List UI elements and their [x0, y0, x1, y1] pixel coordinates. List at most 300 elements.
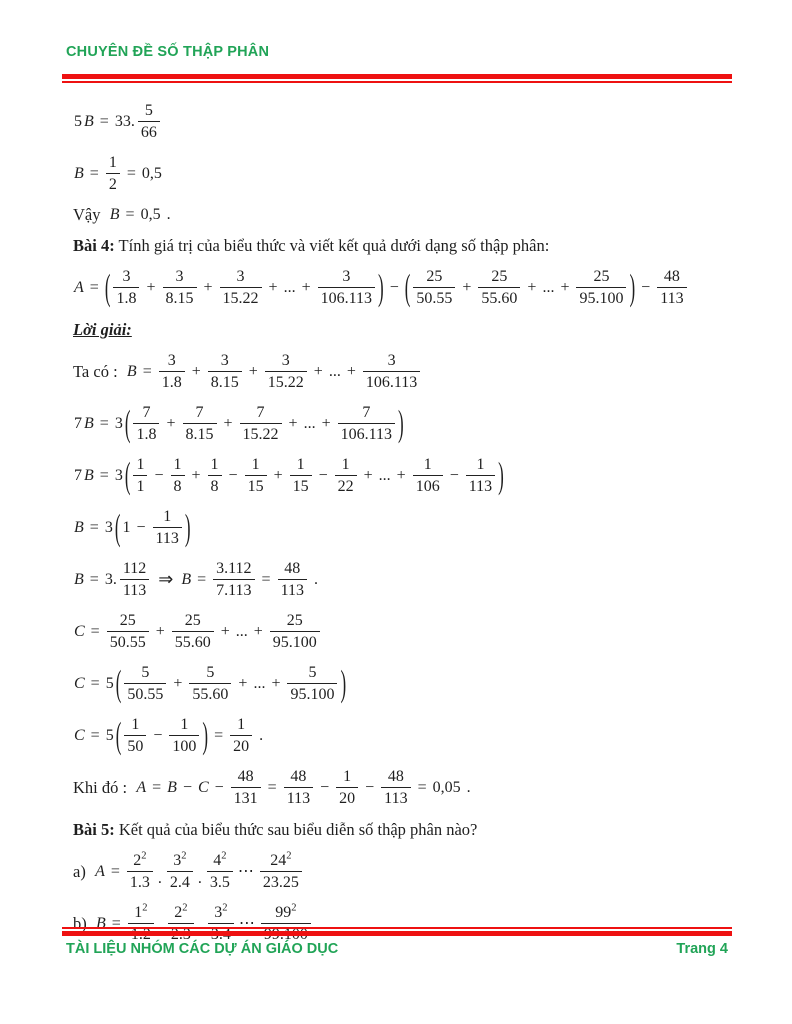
numerator: $3^2$	[214, 902, 228, 921]
fraction	[287, 663, 337, 704]
math-number: ...	[303, 415, 316, 432]
math-operator: +	[273, 467, 283, 484]
fraction	[113, 267, 139, 308]
math-operator: =	[90, 623, 100, 640]
math-operator: =	[142, 363, 152, 380]
numerator: 1	[136, 456, 145, 473]
denominator: 8	[208, 475, 222, 496]
denominator: 113	[466, 475, 495, 496]
math-operator: =	[90, 675, 100, 692]
math-operator: =	[99, 415, 109, 432]
math-operator: +	[203, 279, 213, 296]
math-operator: =	[99, 467, 109, 484]
math-variable: B	[74, 165, 84, 182]
math-variable: C	[74, 675, 85, 692]
text-run: Kết quả của biểu thức sau biểu diễn số thập phân nào?	[114, 820, 478, 839]
footer-page-number: Trang 4	[676, 941, 728, 957]
math-operator: .	[198, 922, 203, 939]
numerator: 112	[122, 560, 147, 577]
denominator: 22	[335, 475, 357, 496]
denominator: 95.100	[287, 683, 337, 704]
math-operator: +	[301, 279, 311, 296]
math-operator: =	[99, 113, 109, 130]
numerator: 1	[180, 716, 189, 733]
numerator: 48	[237, 768, 254, 785]
numerator: 3	[220, 352, 229, 369]
exponent: 2	[141, 850, 147, 862]
math-number: ...	[253, 675, 266, 692]
exponent: 2	[286, 850, 292, 862]
math-operator: −	[365, 779, 375, 796]
denominator: 1	[133, 475, 147, 496]
exponent: 2	[142, 902, 148, 914]
denominator: 113	[153, 527, 182, 548]
math-operator: −	[318, 467, 328, 484]
math-variable: B	[167, 779, 177, 796]
fraction	[240, 403, 282, 444]
footer-rule	[62, 927, 732, 936]
fraction	[169, 715, 199, 756]
fraction	[128, 903, 154, 944]
denominator: 1.2	[128, 923, 154, 944]
math-number: 3.	[104, 571, 117, 588]
numerator: 7	[362, 404, 371, 421]
math-operator: −	[641, 279, 651, 296]
math-operator: +	[146, 279, 156, 296]
fraction	[106, 153, 120, 194]
math-operator: −	[136, 519, 146, 536]
text-run: Bài 4:	[73, 236, 115, 255]
numerator: 1	[108, 154, 117, 171]
numerator: 5	[141, 664, 150, 681]
numerator: 25	[426, 268, 443, 285]
math-variable: B	[84, 467, 94, 484]
fraction	[381, 767, 410, 808]
fraction	[171, 455, 185, 496]
numerator: 3	[281, 352, 290, 369]
math-number: 0,5	[141, 165, 162, 182]
denominator: 113	[284, 787, 313, 808]
left-paren: (	[115, 715, 122, 756]
fraction	[163, 267, 197, 308]
numerator: 48	[387, 768, 404, 785]
math-number: 0,05	[432, 779, 461, 796]
exponent: 2	[222, 902, 228, 914]
header-rule	[62, 74, 732, 83]
left-paren: (	[115, 663, 122, 704]
fraction	[208, 903, 234, 944]
numerator: 3	[122, 268, 131, 285]
denominator: 15.22	[220, 287, 262, 308]
denominator: 20	[336, 787, 358, 808]
fraction	[260, 851, 302, 892]
math-operator: =	[417, 779, 427, 796]
problem-5-heading	[73, 819, 752, 840]
math-operator: =	[126, 165, 136, 182]
denominator: 15.22	[240, 423, 282, 444]
denominator: 106.113	[363, 371, 420, 392]
numerator: 3.112	[216, 560, 252, 577]
fraction	[172, 611, 214, 652]
left-paren: (	[104, 267, 111, 308]
denominator: 106.113	[338, 423, 395, 444]
math-operator: +	[268, 279, 278, 296]
math-variable: C	[74, 623, 85, 640]
fraction	[189, 663, 231, 704]
math-operator: +	[191, 363, 201, 380]
numerator: 3	[342, 268, 351, 285]
fraction	[168, 903, 194, 944]
denominator: 50.55	[413, 287, 455, 308]
math-number: ⋯	[237, 863, 255, 880]
numerator: 5	[144, 102, 153, 119]
math-operator: =	[152, 779, 162, 796]
numerator: 25	[286, 612, 303, 629]
math-number: .	[255, 727, 264, 744]
eq-b-half	[73, 153, 752, 194]
denominator: 15	[290, 475, 312, 496]
text-run: Tính giá trị của biểu thức và viết kết quả dưới dạng số thập phân:	[114, 236, 550, 255]
denominator: 95.100	[270, 631, 320, 652]
numerator: 1	[476, 456, 485, 473]
eq-c-step1	[73, 663, 752, 704]
eq-5b-equals	[73, 101, 752, 142]
math-number: 3	[114, 415, 123, 432]
math-operator: =	[89, 165, 99, 182]
numerator: 7	[142, 404, 151, 421]
text-run: Vậy	[73, 205, 109, 224]
fraction	[265, 351, 307, 392]
numerator: 1	[131, 716, 140, 733]
numerator: 1	[251, 456, 260, 473]
numerator: $99^2$	[275, 902, 297, 921]
right-paren: )	[498, 455, 504, 496]
denominator: 50.55	[107, 631, 149, 652]
math-operator: =	[89, 519, 99, 536]
math-variable: C	[74, 727, 85, 744]
math-variable: A	[74, 279, 84, 296]
text-run: Bài 5:	[73, 820, 115, 839]
denominator: 55.60	[189, 683, 231, 704]
math-operator: −	[154, 467, 164, 484]
denominator: 95.100	[576, 287, 626, 308]
fraction	[261, 903, 311, 944]
math-operator: +	[271, 675, 281, 692]
math-operator: ⇒	[158, 569, 174, 589]
math-operator: +	[166, 415, 176, 432]
fraction	[245, 455, 267, 496]
exponent: 2	[291, 902, 297, 914]
denominator: 23.25	[260, 871, 302, 892]
math-variable: B	[84, 113, 94, 130]
numerator: $2^2$	[174, 902, 188, 921]
math-operator: +	[253, 623, 263, 640]
denominator: 50.55	[124, 683, 166, 704]
numerator: 7	[195, 404, 204, 421]
numerator: 1	[296, 456, 305, 473]
math-variable: B	[126, 363, 137, 380]
right-paren: )	[202, 715, 209, 756]
math-operator: =	[267, 779, 277, 796]
denominator: 99.100	[261, 923, 311, 944]
eq-7b-step1	[73, 403, 752, 444]
denominator: 1.8	[113, 287, 139, 308]
denominator: 131	[231, 787, 261, 808]
math-number: ...	[283, 279, 296, 296]
fraction	[208, 351, 242, 392]
right-paren: )	[184, 507, 191, 548]
exponent: 2	[182, 902, 188, 914]
denominator: 8.15	[163, 287, 197, 308]
fraction	[413, 455, 443, 496]
solution-heading	[73, 319, 752, 340]
denominator: 8.15	[208, 371, 242, 392]
math-operator: −	[153, 727, 163, 744]
math-operator: .	[197, 870, 202, 887]
math-operator: −	[449, 467, 459, 484]
denominator: 15.22	[265, 371, 307, 392]
fraction	[290, 455, 312, 496]
numerator: $3^2$	[173, 850, 187, 869]
numerator: 1	[173, 456, 182, 473]
denominator: 66	[138, 121, 160, 142]
text-run: Ta có :	[73, 362, 126, 381]
math-operator: +	[238, 675, 248, 692]
fraction	[338, 403, 395, 444]
fraction	[120, 559, 149, 600]
math-operator: −	[389, 279, 399, 296]
fraction	[231, 767, 261, 808]
numerator: $24^2$	[270, 850, 292, 869]
problem-4-heading	[73, 235, 752, 256]
fraction	[270, 611, 320, 652]
fraction	[124, 663, 166, 704]
fraction	[133, 455, 147, 496]
conclusion-b	[73, 205, 752, 224]
numerator: 1	[343, 768, 352, 785]
math-number: 5	[105, 675, 114, 692]
math-operator: −	[228, 467, 238, 484]
fraction	[159, 351, 185, 392]
denominator: 2.3	[168, 923, 194, 944]
math-variable: A	[95, 863, 105, 880]
fraction	[153, 507, 182, 548]
math-number: .	[462, 779, 471, 796]
math-number: ...	[542, 279, 555, 296]
denominator: 55.60	[172, 631, 214, 652]
denominator: 113	[381, 787, 410, 808]
numerator: 5	[308, 664, 317, 681]
math-variable: B	[74, 571, 84, 588]
math-operator: +	[155, 623, 165, 640]
numerator: 1	[163, 508, 172, 525]
left-paren: (	[124, 455, 131, 496]
numerator: 1	[423, 456, 432, 473]
eq-5b	[73, 903, 752, 944]
fraction	[657, 267, 686, 308]
math-operator: =	[110, 863, 120, 880]
fraction	[127, 851, 153, 892]
numerator: 25	[593, 268, 610, 285]
fraction	[576, 267, 626, 308]
denominator: 113	[120, 579, 149, 600]
denominator: 106	[413, 475, 443, 496]
denominator: 100	[169, 735, 199, 756]
math-number: 5	[74, 113, 82, 130]
math-operator: .	[158, 922, 163, 939]
math-number: ...	[235, 623, 248, 640]
math-operator: −	[320, 779, 330, 796]
fraction	[133, 403, 159, 444]
fraction	[466, 455, 495, 496]
numerator: 3	[236, 268, 245, 285]
math-operator: =	[89, 279, 99, 296]
text-run: b)	[73, 914, 95, 933]
math-number: 1	[122, 519, 131, 536]
denominator: 2	[106, 173, 120, 194]
numerator: 7	[256, 404, 265, 421]
math-number: ...	[378, 467, 391, 484]
left-paren: (	[124, 403, 131, 444]
math-variable: B	[74, 519, 84, 536]
math-operator: +	[346, 363, 356, 380]
math-operator: .	[157, 870, 162, 887]
numerator: 3	[175, 268, 184, 285]
math-operator: +	[527, 279, 537, 296]
numerator: 48	[284, 560, 301, 577]
numerator: 1	[210, 456, 219, 473]
numerator: 48	[663, 268, 680, 285]
denominator: 50	[124, 735, 146, 756]
math-number: 3	[114, 467, 123, 484]
math-operator: +	[321, 415, 331, 432]
denominator: 2.4	[167, 871, 193, 892]
math-operator: =	[261, 571, 271, 588]
denominator: 7.113	[213, 579, 254, 600]
fraction	[213, 559, 254, 600]
numerator: 3	[167, 352, 176, 369]
numerator: 25	[491, 268, 508, 285]
math-number: 0,5	[140, 206, 161, 223]
eq-5a	[73, 851, 752, 892]
right-paren: )	[398, 403, 404, 444]
denominator: 3.4	[208, 923, 234, 944]
denominator: 1.8	[133, 423, 159, 444]
fraction	[208, 455, 222, 496]
math-number: ⋯	[238, 915, 256, 932]
math-operator: =	[89, 571, 99, 588]
denominator: 1.3	[127, 871, 153, 892]
eq-c-result	[73, 715, 752, 756]
math-operator: =	[214, 727, 224, 744]
math-operator: =	[90, 727, 100, 744]
left-paren: (	[114, 507, 121, 548]
numerator: 1	[341, 456, 350, 473]
numerator: 25	[119, 612, 136, 629]
fraction	[336, 767, 358, 808]
page-header-title: CHUYÊN ĐỀ SỐ THẬP PHÂN	[66, 44, 270, 60]
fraction	[138, 101, 160, 142]
math-operator: +	[363, 467, 373, 484]
eq-7b-step2-telescoping	[73, 455, 752, 496]
math-variable: B	[181, 571, 192, 588]
fraction	[167, 851, 193, 892]
exponent: 2	[181, 850, 187, 862]
math-operator: −	[214, 779, 224, 796]
eq-a-final	[73, 767, 752, 808]
math-operator: +	[462, 279, 472, 296]
denominator: 1.8	[159, 371, 185, 392]
numerator: 3	[387, 352, 396, 369]
eq-b-step3	[73, 507, 752, 548]
fraction	[318, 267, 375, 308]
denominator: 15	[245, 475, 267, 496]
math-variable: A	[136, 779, 147, 796]
numerator: $1^2$	[134, 902, 148, 921]
math-operator: +	[288, 415, 298, 432]
math-operator: +	[396, 467, 406, 484]
denominator: 3.5	[207, 871, 233, 892]
fraction	[107, 611, 149, 652]
right-paren: )	[340, 663, 347, 704]
math-variable: C	[197, 779, 209, 796]
numerator: $4^2$	[213, 850, 227, 869]
denominator: 113	[657, 287, 686, 308]
math-number: 7	[74, 467, 82, 484]
math-operator: −	[182, 779, 192, 796]
math-number: .	[162, 206, 171, 223]
math-number: ...	[328, 363, 341, 380]
fraction	[124, 715, 146, 756]
fraction	[207, 851, 233, 892]
numerator: 1	[237, 716, 246, 733]
fraction	[363, 351, 420, 392]
text-run: Lời giải:	[73, 320, 132, 339]
denominator: 106.113	[318, 287, 375, 308]
math-operator: =	[125, 206, 135, 223]
denominator: 20	[230, 735, 252, 756]
math-variable: B	[109, 206, 120, 223]
math-operator: +	[173, 675, 183, 692]
denominator: 113	[278, 579, 307, 600]
footer-left-text: TÀI LIỆU NHÓM CÁC DỰ ÁN GIÁO DỤC	[66, 941, 339, 957]
math-variable: B	[96, 915, 106, 932]
math-operator: +	[248, 363, 258, 380]
text-run: a)	[73, 862, 95, 881]
math-number: 5	[105, 727, 114, 744]
math-number: 33.	[114, 113, 135, 130]
math-operator: +	[220, 623, 230, 640]
numerator: 25	[184, 612, 201, 629]
left-paren: (	[404, 267, 411, 308]
eq-b-result	[73, 559, 752, 600]
fraction	[478, 267, 520, 308]
math-operator: +	[313, 363, 323, 380]
denominator: 8	[171, 475, 185, 496]
text-run: Khi đó :	[73, 778, 136, 797]
math-variable: B	[84, 415, 94, 432]
fraction	[183, 403, 217, 444]
math-number: 7	[74, 415, 82, 432]
denominator: 8.15	[183, 423, 217, 444]
math-operator: +	[191, 467, 201, 484]
math-operator: =	[111, 915, 121, 932]
eq-a-definition	[73, 267, 752, 308]
fraction	[335, 455, 357, 496]
right-paren: )	[378, 267, 384, 308]
math-operator: +	[560, 279, 570, 296]
right-paren: )	[629, 267, 636, 308]
